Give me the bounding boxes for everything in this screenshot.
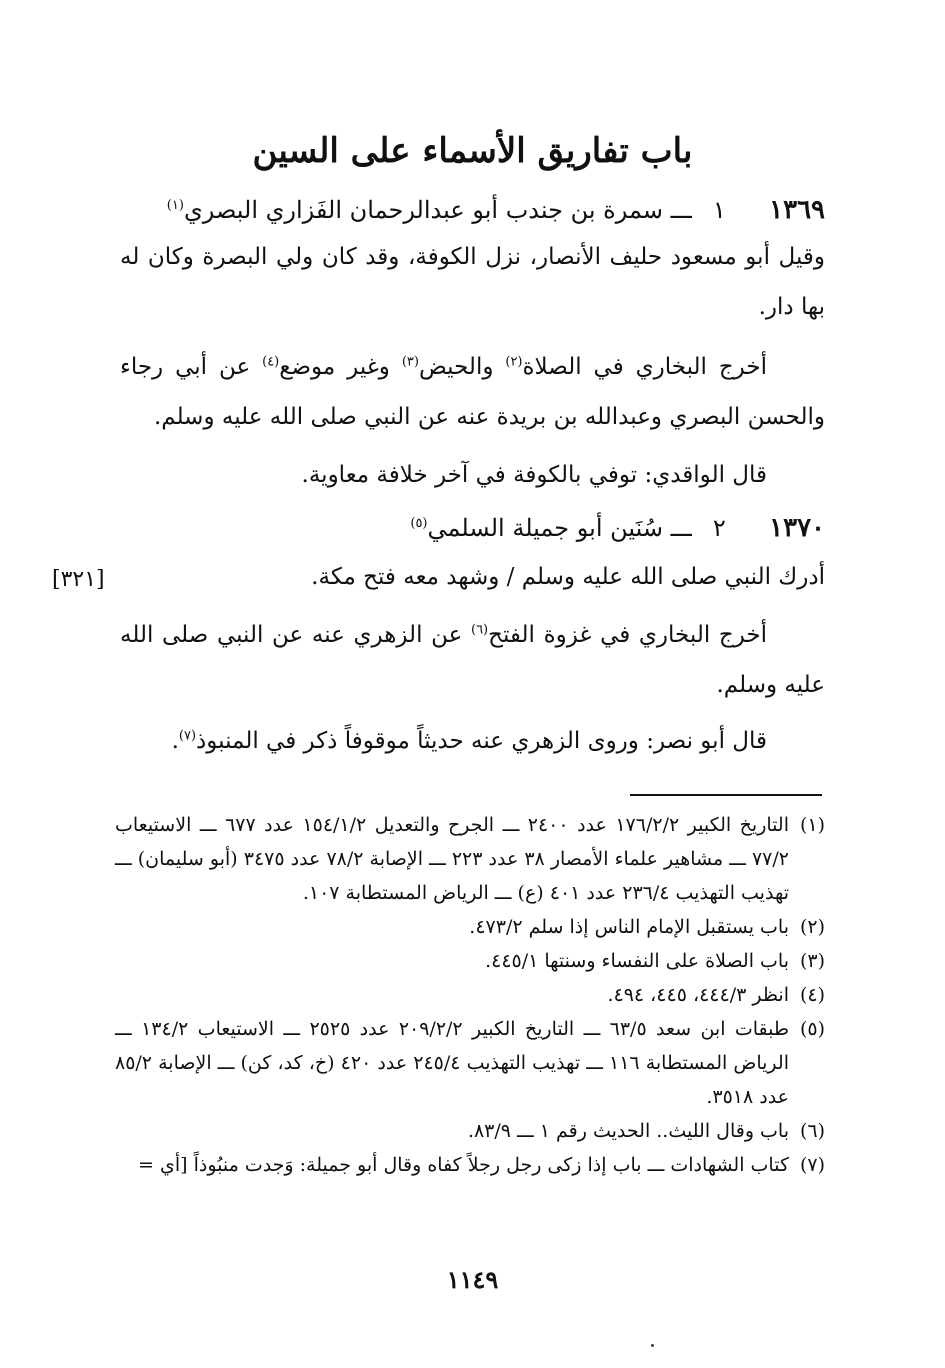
entry-number: ١٣٦٩ <box>769 195 825 225</box>
footnote-number: (٤) <box>799 984 825 1006</box>
footnote-text: انظر ٤٤٤/٣، ٤٤٥، ٤٩٤. <box>607 984 789 1006</box>
entry-paragraph: قال أبو نصر: وروى الزهري عنه حديثاً موقوفاً ذكر في المنبوذ$^{(٧)}$. <box>171 728 767 754</box>
footnote-ref: (٥) <box>410 516 428 531</box>
footnote-text: باب يستقبل الإمام الناس إذا سلم ٤٧٣/٢. <box>469 916 789 938</box>
footnote-text: طبقات ابن سعد ٦٣/٥ ـــ التاريخ الكبير ٢٠٩/٢/٢ عدد ٢٥٢٥ ـــ الاستيعاب ١٣٤/٢ ـــ الرياض المستطابة ١١٦ ـــ تهذيب التهذيب ٢٤٥/٤ عدد ٤٢٠ (خ، كد، كن) ـــ الإصابة ٨٥/٢ عدد ٣٥١٨. <box>115 1018 790 1108</box>
entry-name: سُنَين أبو جميلة السلمي <box>427 514 663 542</box>
footnote-number: (٥) <box>799 1018 825 1040</box>
footnote-text: باب الصلاة على النفساء وسنتها ٤٤٥/١. <box>485 950 789 972</box>
entry-paragraph: أخرج البخاري في الصلاة$^{(٢)}$ والحيض$^{(٣)}$ وغير موضع$^{(٤)}$ عن أبي رجاء والحسن البصري وعبدالله بن بريدة عنه عن النبي صلى الله عليه وسلم. <box>120 354 825 430</box>
page-number: ١١٤٩ <box>446 1265 499 1294</box>
footnote-text: كتاب الشهادات ـــ باب إذا زكى رجل رجلاً كفاه وقال أبو جميلة: وَجدت منبُوذاً [أي = <box>138 1154 789 1176</box>
footnote <box>115 1148 825 1182</box>
footnote-ref: (٧) <box>178 728 197 744</box>
footnote <box>115 910 825 944</box>
footnote-text: باب وقال الليث.. الحديث رقم ١ ـــ ٨٣/٩. <box>467 1120 789 1142</box>
footnote-ref: (٣) <box>401 354 419 370</box>
entry-heading-1369 <box>120 190 825 230</box>
entry-name: سمرة بن جندب أبو عبدالرحمان الفَزاري البصري <box>183 196 663 224</box>
entry-paragraph: وقيل أبو مسعود حليف الأنصار، نزل الكوفة، وقد كان ولي البصرة وكان له بها دار. <box>120 244 825 320</box>
entry-seq: ٢ <box>712 514 726 542</box>
entry-paragraph: أدرك النبي صلى الله عليه وسلم / وشهد معه فتح مكة. <box>311 564 825 590</box>
scan-speck <box>651 1344 654 1347</box>
entry-paragraph: قال الواقدي: توفي بالكوفة في آخر خلافة معاوية. <box>301 462 767 488</box>
footnote <box>115 978 825 1012</box>
footnote-number: (٦) <box>799 1120 825 1142</box>
entry-seq: ١ <box>712 196 726 224</box>
footnote-number: (٢) <box>799 916 825 938</box>
footnote-text: التاريخ الكبير ١٧٦/٢/٢ عدد ٢٤٠٠ ـــ الجرح والتعديل ١٥٤/١/٢ عدد ٦٧٧ ـــ الاستيعاب ٧٧/٢ ـــ مشاهير علماء الأمصار ٣٨ عدد ٢٢٣ ـــ الإصابة ٧٨/٢ عدد ٣٤٧٥ (أبو سليمان) ـــ تهذيب التهذيب ٢٣٦/٤ عدد ٤٠١ (ع) ـــ الرياض المستطابة ١٠٧. <box>115 814 789 904</box>
footnote <box>115 1114 825 1148</box>
footnote-number: (١) <box>799 814 825 836</box>
entry-dash: ـــ <box>670 514 692 542</box>
entry-number: ١٣٧٠ <box>769 513 825 543</box>
entry-dash: ـــ <box>670 196 692 224</box>
footnote-ref: (٤) <box>262 354 280 370</box>
chapter-title: باب تفاريق الأسماء على السين <box>252 131 693 171</box>
entry-heading-1370 <box>120 508 825 548</box>
footnote-ref: (٦) <box>470 622 489 638</box>
footnotes <box>115 808 825 1182</box>
entry-paragraph: أخرج البخاري في غزوة الفتح$^{(٦)}$ عن الزهري عنه عن النبي صلى الله عليه وسلم. <box>120 622 825 698</box>
footnote-ref: (١) <box>166 198 184 213</box>
margin-page-marker: [٣٢١] <box>52 567 105 592</box>
footnote-number: (٣) <box>799 950 825 972</box>
footnote <box>115 944 825 978</box>
footnote <box>115 808 825 910</box>
footnote-ref: (٢) <box>505 354 523 370</box>
footnote <box>115 1012 825 1114</box>
footnote-separator <box>630 794 822 796</box>
footnote-number: (٧) <box>799 1154 825 1176</box>
